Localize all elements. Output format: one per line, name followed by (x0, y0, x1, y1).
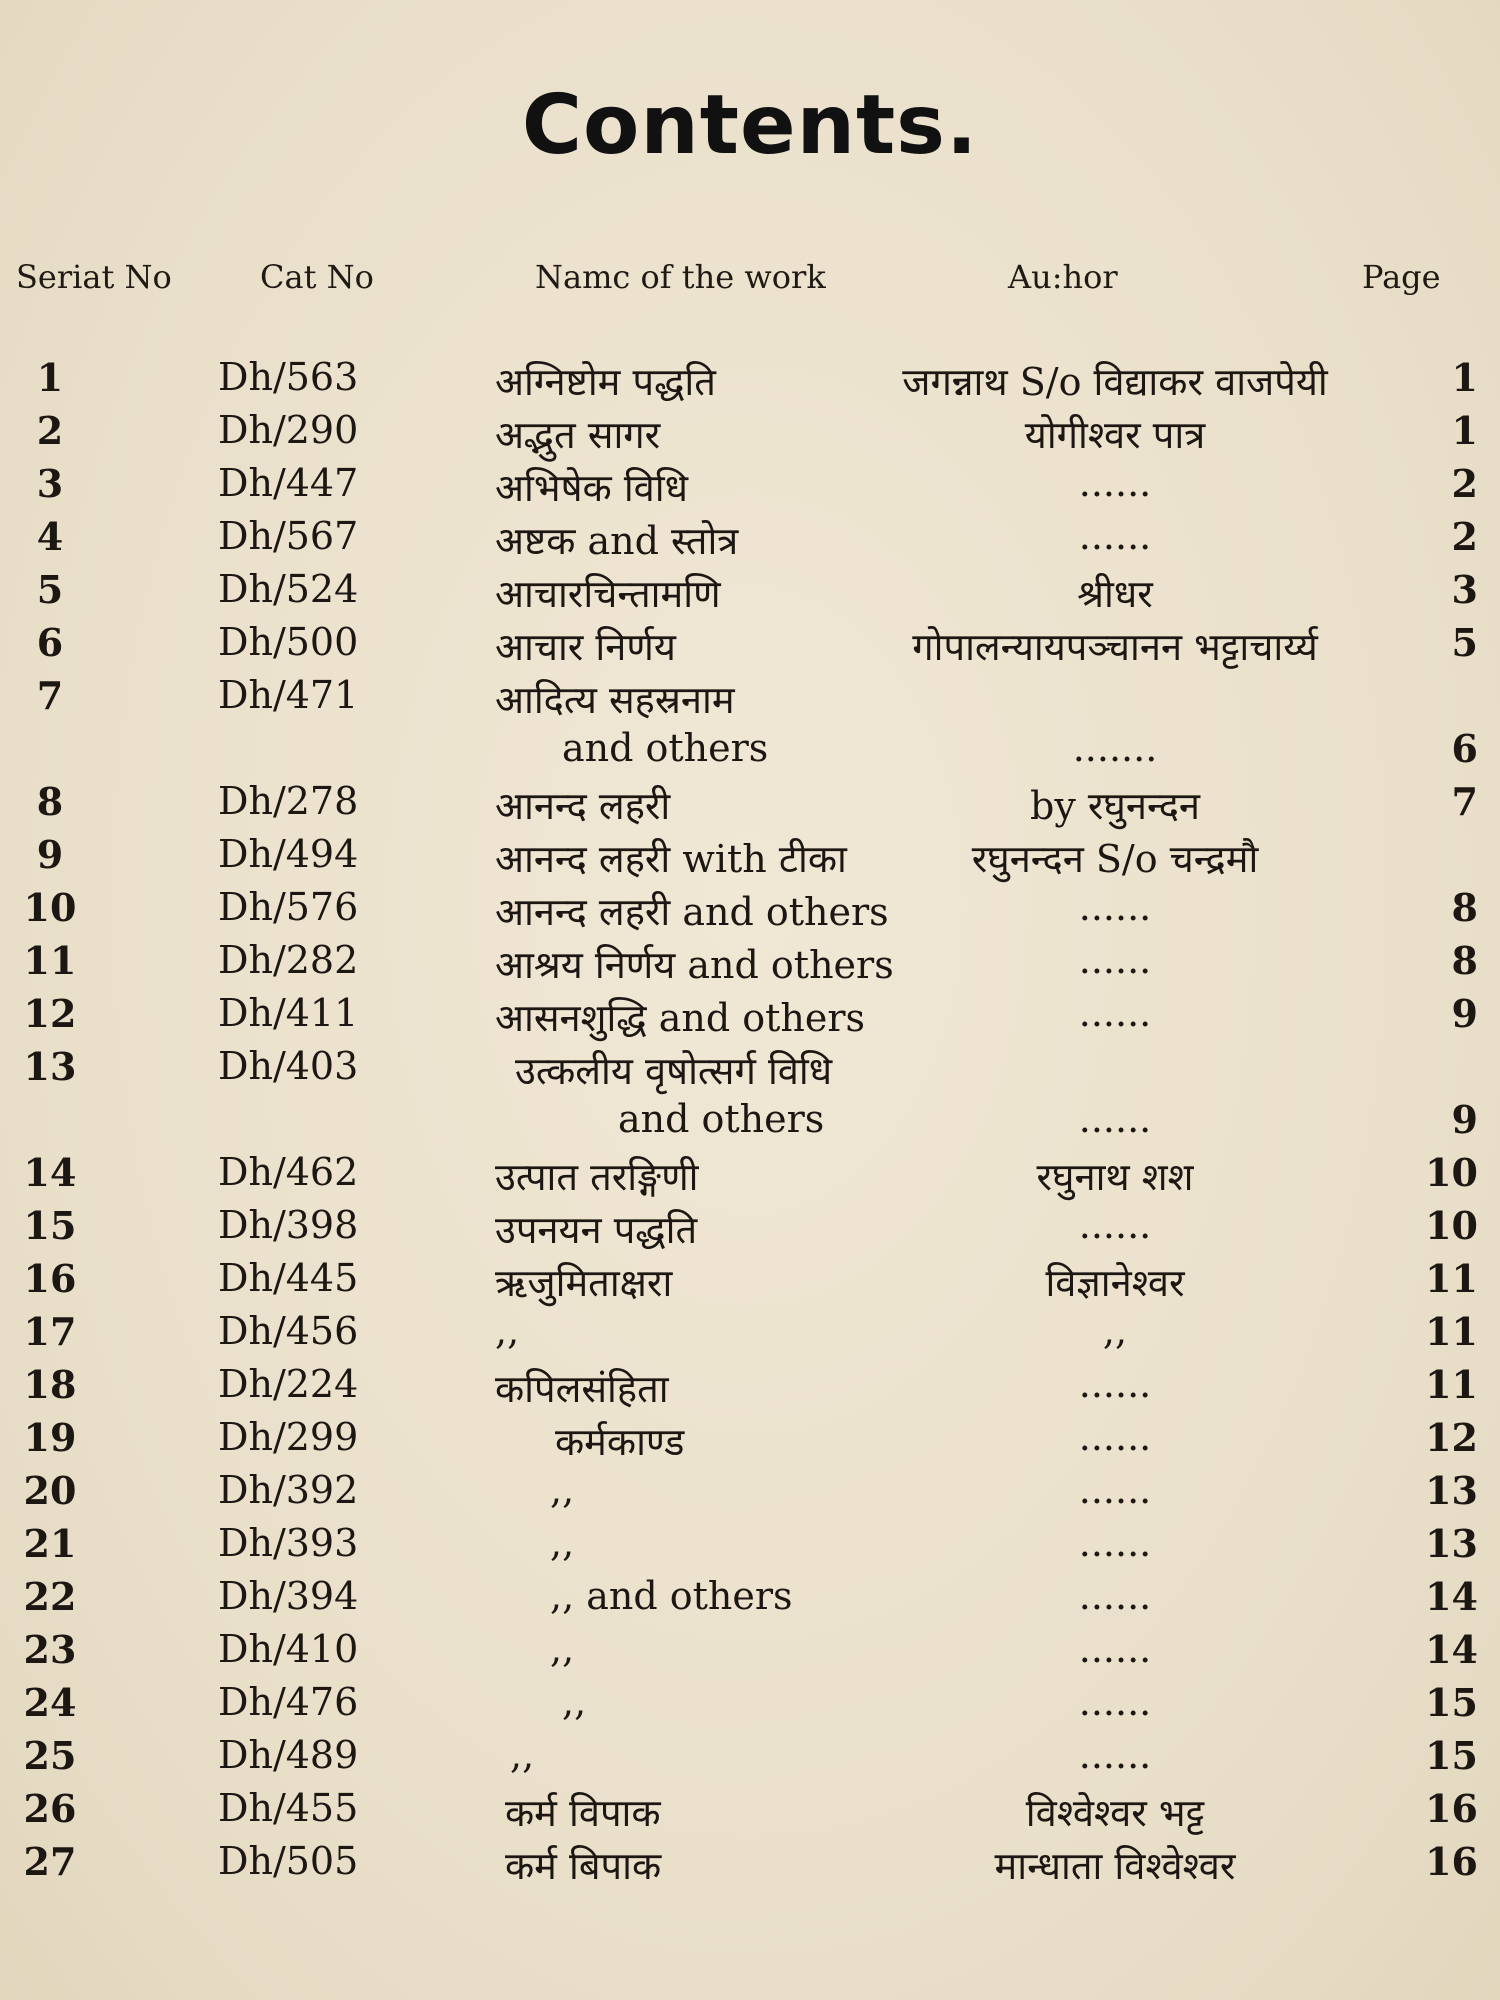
work-name: उत्पात तरङ्गिणी (495, 1155, 699, 1199)
author: ...... (1078, 885, 1152, 929)
cat-no: Dh/471 (218, 673, 359, 717)
header-name-of-work: Namc of the work (535, 258, 826, 296)
serial-no: 3 (36, 461, 64, 506)
cat-no: Dh/410 (218, 1627, 359, 1671)
cat-no: Dh/563 (218, 355, 359, 399)
list-item (0, 1415, 1500, 1471)
page-number: 6 (1451, 726, 1478, 771)
cat-no: Dh/489 (218, 1733, 359, 1777)
author: योगीश्वर पात्र (1024, 413, 1206, 457)
list-item (0, 355, 1500, 411)
page-number: 8 (1451, 938, 1478, 983)
list-item (0, 1203, 1500, 1259)
page-number: 3 (1451, 567, 1478, 612)
cat-no: Dh/445 (218, 1256, 359, 1300)
serial-no: 25 (23, 1733, 77, 1778)
work-name: ,, (562, 1680, 587, 1724)
page-number: 1 (1451, 408, 1478, 453)
list-item (0, 514, 1500, 570)
page-title: Contents. (521, 78, 979, 173)
page-number: 11 (1425, 1256, 1478, 1301)
author: ...... (1078, 991, 1152, 1035)
page-number: 14 (1425, 1627, 1478, 1672)
serial-no: 21 (23, 1521, 77, 1566)
list-item (0, 461, 1500, 517)
list-item (0, 885, 1500, 941)
serial-no: 8 (36, 779, 64, 824)
author: ...... (1078, 1680, 1152, 1724)
list-item (0, 1044, 1500, 1100)
work-name: आनन्द लहरी and others (495, 890, 889, 934)
header-cat-no: Cat No (260, 258, 374, 296)
page-number: 8 (1451, 885, 1478, 930)
cat-no: Dh/505 (218, 1839, 359, 1883)
page-number: 12 (1425, 1415, 1478, 1460)
cat-no: Dh/500 (218, 620, 359, 664)
author: ...... (1078, 1627, 1152, 1671)
list-item (0, 1097, 1500, 1153)
serial-no: 23 (23, 1627, 77, 1672)
serial-no: 18 (23, 1362, 77, 1407)
work-name: उत्कलीय वृषोत्सर्ग विधि (515, 1049, 833, 1093)
list-item (0, 1786, 1500, 1842)
page-number: 1 (1451, 355, 1478, 400)
list-item (0, 832, 1500, 888)
serial-no: 11 (23, 938, 77, 983)
serial-no: 6 (36, 620, 64, 665)
serial-no: 17 (23, 1309, 77, 1354)
serial-no: 16 (23, 1256, 77, 1301)
author: ...... (1078, 1468, 1152, 1512)
author: रघुनन्दन S/o चन्द्रमौ (971, 837, 1259, 881)
header-serial-no: Seriat No (16, 258, 172, 296)
author: ...... (1078, 938, 1152, 982)
list-item (0, 726, 1500, 782)
work-name: अग्निष्टोम पद्धति (495, 360, 716, 404)
cat-no: Dh/462 (218, 1150, 359, 1194)
serial-no: 1 (36, 355, 64, 400)
cat-no: Dh/455 (218, 1786, 359, 1830)
list-item (0, 938, 1500, 994)
work-name: आदित्य सहस्रनाम (495, 678, 735, 722)
author: ...... (1078, 1362, 1152, 1406)
page-number: 15 (1425, 1733, 1478, 1778)
serial-no: 27 (23, 1839, 77, 1884)
list-item (0, 1362, 1500, 1418)
serial-no: 14 (23, 1150, 77, 1195)
work-name: and others (562, 726, 769, 770)
page-number: 14 (1425, 1574, 1478, 1619)
page-number: 11 (1425, 1362, 1478, 1407)
cat-no: Dh/278 (218, 779, 359, 823)
serial-no: 22 (23, 1574, 77, 1619)
author: ...... (1078, 1574, 1152, 1618)
serial-no: 2 (36, 408, 64, 453)
work-name: ,, (550, 1627, 575, 1671)
cat-no: Dh/224 (218, 1362, 359, 1406)
serial-no: 20 (23, 1468, 77, 1513)
work-name: ,, (550, 1468, 575, 1512)
list-item (0, 1256, 1500, 1312)
author: by रघुनन्दन (1030, 784, 1200, 828)
work-name: आसनशुद्धि and others (495, 996, 866, 1040)
author: रघुनाथ शश (1036, 1155, 1194, 1199)
cat-no: Dh/576 (218, 885, 359, 929)
work-name: कर्म बिपाक (505, 1844, 662, 1888)
author: जगन्नाथ S/o विद्याकर वाजपेयी (902, 360, 1328, 404)
page-number: 9 (1451, 991, 1478, 1036)
cat-no: Dh/403 (218, 1044, 359, 1088)
author: विश्वेश्वर भट्ट (1025, 1791, 1205, 1835)
work-name: ,, and others (550, 1574, 793, 1618)
page-number: 10 (1425, 1203, 1478, 1248)
page-number: 5 (1451, 620, 1478, 665)
cat-no: Dh/299 (218, 1415, 359, 1459)
page-number: 13 (1425, 1521, 1478, 1566)
serial-no: 26 (23, 1786, 77, 1831)
page-number: 10 (1425, 1150, 1478, 1195)
author: ...... (1078, 514, 1152, 558)
cat-no: Dh/567 (218, 514, 359, 558)
work-name: ऋजुमिताक्षरा (495, 1261, 673, 1305)
serial-no: 5 (36, 567, 64, 612)
page-number: 16 (1425, 1839, 1478, 1884)
author: ....... (1072, 726, 1158, 770)
list-item (0, 1150, 1500, 1206)
page-number: 2 (1451, 461, 1478, 506)
serial-no: 12 (23, 991, 77, 1036)
cat-no: Dh/282 (218, 938, 359, 982)
list-item (0, 1521, 1500, 1577)
work-name: अद्भुत सागर (495, 413, 661, 457)
page-number: 9 (1451, 1097, 1478, 1142)
work-name: अष्टक and स्तोत्र (495, 519, 739, 563)
cat-no: Dh/392 (218, 1468, 359, 1512)
work-name: कर्म विपाक (505, 1791, 661, 1835)
author: मान्धाता विश्वेश्वर (994, 1844, 1236, 1888)
serial-no: 15 (23, 1203, 77, 1248)
list-item (0, 567, 1500, 623)
author: ...... (1078, 1733, 1152, 1777)
list-item (0, 408, 1500, 464)
list-item (0, 779, 1500, 835)
author: ,, (1102, 1309, 1128, 1353)
work-name: आनन्द लहरी with टीका (495, 837, 847, 881)
author: ...... (1078, 1415, 1152, 1459)
list-item (0, 1680, 1500, 1736)
author: ...... (1078, 1203, 1152, 1247)
work-name: आचार निर्णय (495, 625, 676, 669)
list-item (0, 1839, 1500, 1895)
author: गोपालन्यायपञ्चानन भट्टाचार्य्य (912, 625, 1318, 669)
cat-no: Dh/290 (218, 408, 359, 452)
work-name: उपनयन पद्धति (495, 1208, 698, 1252)
cat-no: Dh/494 (218, 832, 359, 876)
header-page: Page (1362, 258, 1441, 296)
page-number: 7 (1451, 779, 1478, 824)
cat-no: Dh/398 (218, 1203, 359, 1247)
work-name: ,, (510, 1733, 535, 1777)
list-item (0, 673, 1500, 729)
author: ...... (1078, 1097, 1152, 1141)
author: विज्ञानेश्वर (1045, 1261, 1185, 1305)
serial-no: 9 (36, 832, 64, 877)
column-headers (0, 258, 1500, 308)
page-number: 16 (1425, 1786, 1478, 1831)
cat-no: Dh/447 (218, 461, 359, 505)
list-item (0, 1733, 1500, 1789)
list-item (0, 1627, 1500, 1683)
list-item (0, 991, 1500, 1047)
author: ...... (1078, 1521, 1152, 1565)
page-number: 13 (1425, 1468, 1478, 1513)
list-item (0, 620, 1500, 676)
work-name: आनन्द लहरी (495, 784, 671, 828)
cat-no: Dh/394 (218, 1574, 359, 1618)
header-author: Au:hor (1008, 258, 1118, 296)
author: श्रीधर (1077, 572, 1153, 616)
work-name: आचारचिन्तामणि (495, 572, 721, 616)
work-name: आश्रय निर्णय and others (495, 943, 894, 987)
page-number: 2 (1451, 514, 1478, 559)
cat-no: Dh/456 (218, 1309, 359, 1353)
serial-no: 4 (36, 514, 64, 559)
work-name: कर्मकाण्ड (555, 1420, 685, 1464)
list-item (0, 1468, 1500, 1524)
cat-no: Dh/393 (218, 1521, 359, 1565)
serial-no: 10 (23, 885, 77, 930)
work-name: कपिलसंहिता (495, 1367, 669, 1411)
work-name: ,, (550, 1521, 575, 1565)
cat-no: Dh/476 (218, 1680, 359, 1724)
work-name: ,, (495, 1309, 520, 1353)
work-name: and others (618, 1097, 825, 1141)
serial-no: 19 (23, 1415, 77, 1460)
page-number: 15 (1425, 1680, 1478, 1725)
serial-no: 7 (36, 673, 64, 718)
serial-no: 24 (23, 1680, 77, 1725)
cat-no: Dh/524 (218, 567, 359, 611)
page-number: 11 (1425, 1309, 1478, 1354)
author: ...... (1078, 461, 1152, 505)
serial-no: 13 (23, 1044, 77, 1089)
work-name: अभिषेक विधि (495, 466, 688, 510)
list-item (0, 1309, 1500, 1365)
list-item (0, 1574, 1500, 1630)
cat-no: Dh/411 (218, 991, 359, 1035)
